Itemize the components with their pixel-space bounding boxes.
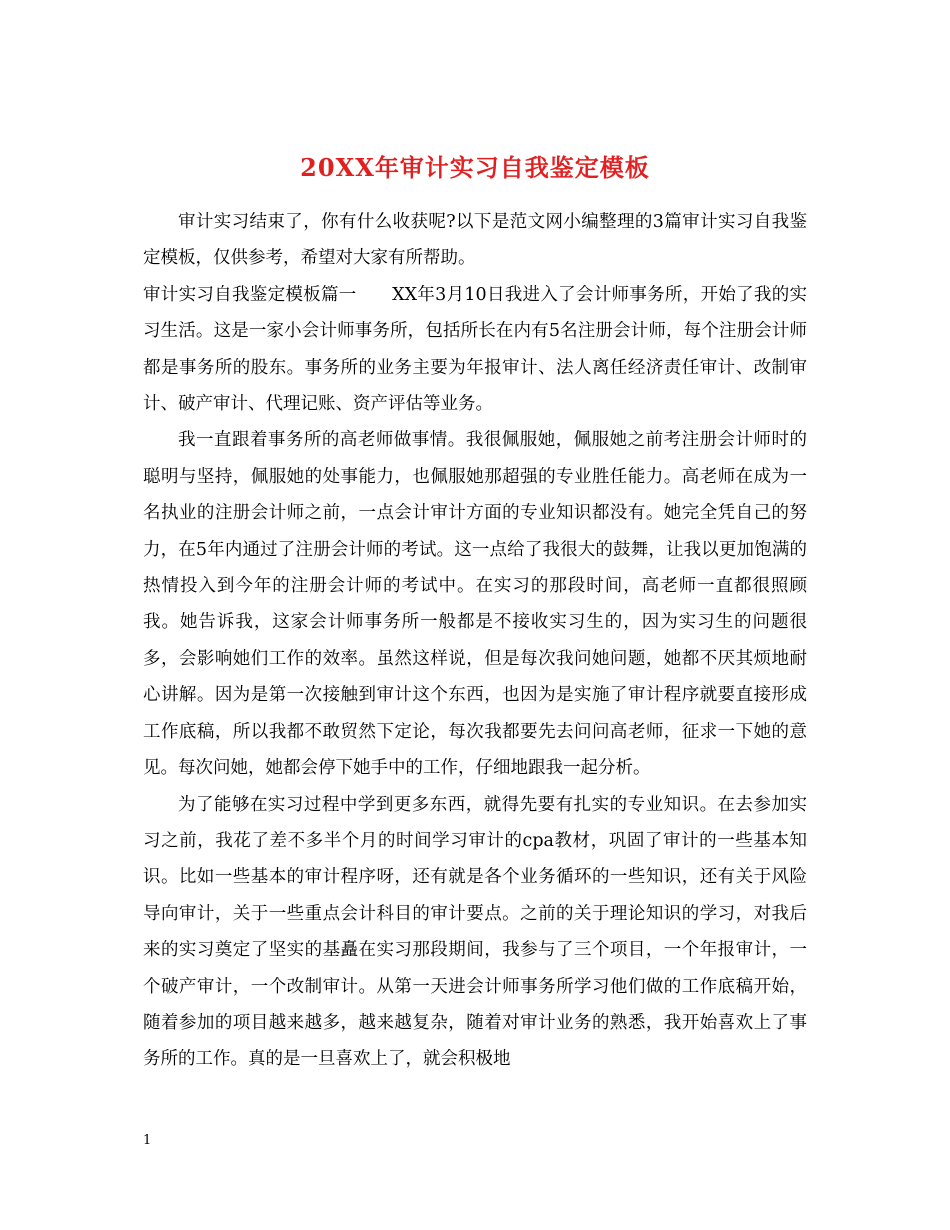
paragraph-intro: 审计实习结束了，你有什么收获呢?以下是范文网小编整理的3篇审计实习自我鉴定模板，仅供参考，希望对大家有所帮助。 xyxy=(143,212,807,269)
paragraph-preparation: 为了能够在实习过程中学到更多东西，就得先要有扎实的专业知识。在去参加实习之前，我花了差不多半个月的时间学习审计的cpa教材，巩固了审计的一些基本知识。比如一些基本的审计程序呀，还有就是各个业务循环的一些知识，还有关于风险导向审计，关于一些重点会计科目的审计要点。之前的关于理论知识的学习，对我后来的实习奠定了坚实的基矗在实习那段期间，我参与了三个项目，一个年报审计，一个破产审计，一个改制审计。从第一天进会计师事务所学习他们做的工作底稿开始，随着参加的项目越来越多，越来越复杂，随着对审计业务的熟悉，我开始喜欢上了事务所的工作。真的是一旦喜欢上了，就会积极地 xyxy=(143,794,807,1070)
document-body xyxy=(143,204,807,1078)
page-number: 1 xyxy=(143,1133,152,1148)
document-title: 20XX年审计实习自我鉴定模板 xyxy=(300,153,650,183)
paragraph-section-one: 审计实习自我鉴定模板篇一 XX年3月10日我进入了会计师事务所，开始了我的实习生活。这是一家小会计师事务所，包括所长在内有5名注册会计师，每个注册会计师都是事务所的股东。事务所的业务主要为年报审计、法人离任经济责任审计、改制审计、破产审计、代理记账、资产评估等业务。 xyxy=(143,284,807,415)
paragraph-teacher-gao: 我一直跟着事务所的高老师做事情。我很佩服她，佩服她之前考注册会计师时的聪明与坚持，佩服她的处事能力，也佩服她那超强的专业胜任能力。高老师在成为一名执业的注册会计师之前，一点会计审计方面的专业知识都没有。她完全凭自己的努力，在5年内通过了注册会计师的考试。这一点给了我很大的鼓舞，让我以更加饱满的热情投入到今年的注册会计师的考试中。在实习的那段时间，高老师一直都很照顾我。她告诉我，这家会计师事务所一般都是不接收实习生的，因为实习生的问题很多，会影响她们工作的效率。虽然这样说，但是每次我问她问题，她都不厌其烦地耐心讲解。因为是第一次接触到审计这个东西，也因为是实施了审计程序就要直接形成工作底稿，所以我都不敢贸然下定论，每次我都要先去问问高老师，征求一下她的意见。每次问她，她都会停下她手中的工作，仔细地跟我一起分析。 xyxy=(143,430,807,779)
